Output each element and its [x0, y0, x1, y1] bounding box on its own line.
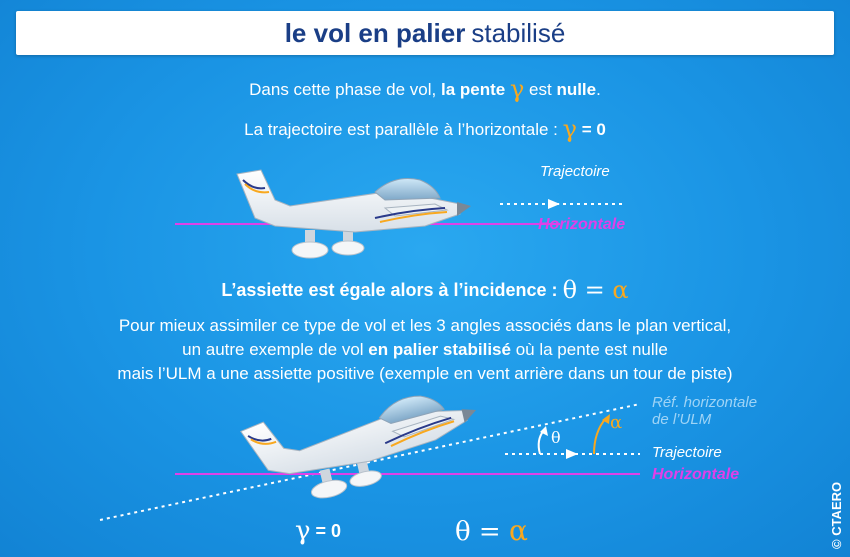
line2-pre: La trajectoire est parallèle à l’horizontale : [244, 120, 563, 139]
alpha-symbol: α [508, 514, 528, 547]
gamma-eq: = 0 [310, 521, 342, 541]
alpha-angle-label: α [610, 412, 623, 433]
reference-line-2 [100, 404, 640, 520]
gamma-eq: = 0 [576, 120, 606, 139]
trajectory-arrow-2 [566, 449, 578, 459]
para-line-3: mais l’ULM a une assiette positive (exemple en vent arrière dans un tour de piste) [117, 364, 733, 383]
line1-mid: est [524, 80, 557, 99]
trajectoire-label-1: Trajectoire [540, 163, 610, 180]
theta-angle-label: θ [551, 428, 561, 447]
theta-symbol: θ [455, 517, 471, 547]
para-l2-bold: en palier stabilisé [368, 340, 511, 359]
ref-line-1: Réf. horizontale [652, 394, 758, 411]
bottom-theta-alpha-eq [455, 514, 528, 547]
para-line-1: Pour mieux assimiler ce type de vol et les 3 angles associés dans le plan vertical, [118, 316, 732, 335]
line-assiette-incidence [0, 276, 850, 304]
alpha-symbol: α [612, 276, 629, 304]
title-bold: le vol en palier [284, 17, 466, 48]
bottom-gamma-eq [295, 516, 341, 546]
line1-bold2: nulle [556, 80, 597, 99]
equals-sign: = [577, 276, 613, 304]
ref-horizontale-label [652, 394, 757, 428]
airplane-1 [237, 170, 471, 258]
alpha-arc [594, 418, 606, 454]
para-line-2 [0, 340, 850, 360]
para-l2-pre: un autre exemple de vol [182, 340, 369, 359]
horizontale-label-1: Horizontale [538, 216, 626, 233]
trajectoire-label-2: Trajectoire [652, 444, 722, 461]
gamma-symbol: γ [509, 75, 525, 103]
line1-pre: Dans cette phase de vol, [249, 80, 441, 99]
title-normal: stabilisé [471, 17, 566, 48]
copyright-label: © CTAERO [829, 481, 844, 549]
line1-bold: la pente [440, 80, 506, 99]
ref-line-2: de l’ULM [652, 411, 712, 428]
horizontale-label-2: Horizontale [652, 466, 740, 483]
para-l2-post: où la pente est nulle [510, 340, 668, 359]
trajectory-arrow-1 [548, 199, 560, 209]
gamma-symbol: γ [295, 516, 311, 546]
gamma-symbol: γ [562, 115, 577, 143]
line1-end: . [596, 80, 601, 99]
equals-sign: = [470, 517, 509, 547]
theta-symbol: θ [562, 276, 578, 304]
line3-bold: L’assiette est égale alors à l’incidence : [221, 280, 558, 300]
